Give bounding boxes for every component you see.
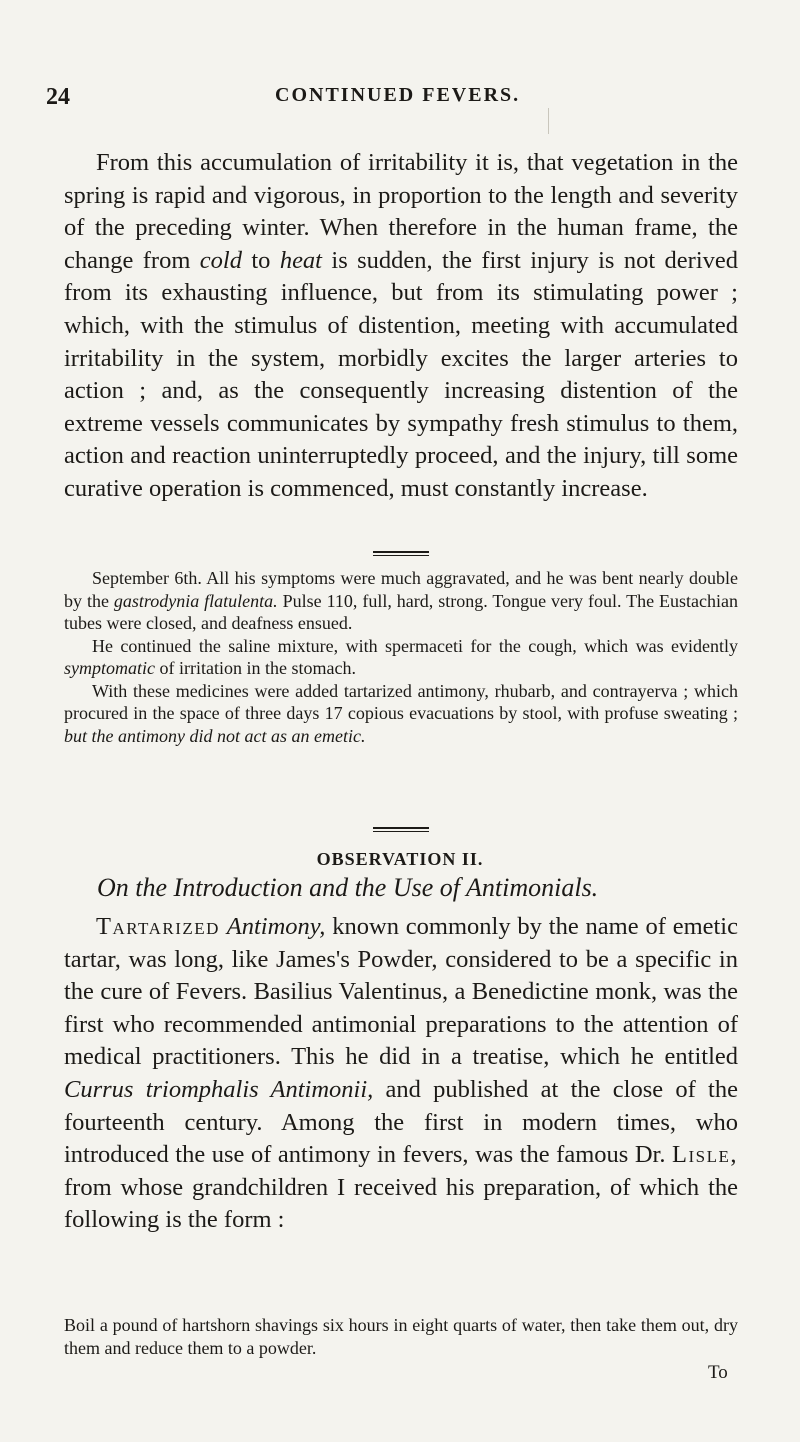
text-segment: Pulse 110, full, hard, strong. Tongue very foul. The Eustachian tubes were closed, and deafness ensued. xyxy=(64,590,738,633)
page-header xyxy=(0,84,800,114)
text-segment: to xyxy=(241,246,280,274)
observation-heading: OBSERVATION II. xyxy=(316,849,484,869)
text-segment: He continued the saline mixture, with spermaceti for the cough, which was evidently xyxy=(92,635,738,656)
text-segment: With these medicines were added tartarized antimony, rhubarb, and contrayerva ; which procured in the space of three days 17 copious evacuations by stool, with profuse sweating ; xyxy=(64,680,738,723)
recipe-line: Boil a pound of hartshorn shavings six hours in eight quarts of water, then take them out, dry them and reduce them to a powder. xyxy=(64,1315,738,1358)
small-caps-name: Lisle, xyxy=(672,1141,738,1169)
catchword: To xyxy=(708,1362,728,1383)
paper-crease xyxy=(548,108,549,134)
observation-title: On the Introduction and the Use of Antimonials. xyxy=(97,873,599,902)
italic-term: but the antimony did not act as an emetic. xyxy=(64,725,366,746)
text-segment: known commonly by the name of emetic tartar, was long, like James's Powder, considered to be a specific in the cure of Fevers. Basilius Valentinus, a Benedictine monk, was the first who recommended antimonial preparations to the attention of medical practitioners. This he did in a treatise, which he entitled xyxy=(64,913,738,1071)
text-segment: of irritation in the stomach. xyxy=(154,658,356,678)
italic-word: cold xyxy=(199,246,242,274)
page-number: 24 xyxy=(46,84,70,110)
small-caps-lead: Tartarized xyxy=(96,913,220,940)
text-segment: from whose grandchildren I received his preparation, of which the following is the form : xyxy=(64,1173,738,1234)
section-divider xyxy=(373,551,429,556)
text-segment: September 6th. All his symptoms were much aggravated, and he was bent nearly double by the xyxy=(64,568,738,611)
italic-word: heat xyxy=(279,246,322,274)
paragraph-antimony xyxy=(64,911,738,1237)
paragraph-irritability xyxy=(64,147,738,506)
paragraph-text xyxy=(64,911,738,1237)
italic-term: symptomatic xyxy=(64,658,155,678)
case-note xyxy=(64,635,738,680)
text-segment: and published at the close of the fourteenth century. Among the first in modern times, who introduced the use of antimony in fevers, was the famous Dr. xyxy=(64,1075,738,1169)
italic-term: gastrodynia flatulenta. xyxy=(113,590,278,611)
recipe-text xyxy=(64,1314,738,1359)
italic-term: Antimony, xyxy=(226,913,326,940)
text-segment: From this accumulation of irritability it is, that vegetation in the spring is rapid and vigorous, in proportion to the length and severity of the preceding winter. When therefore in the human frame, the change from xyxy=(64,149,738,274)
italic-title: Currus triomphalis Antimonii, xyxy=(64,1075,374,1103)
section-divider xyxy=(373,827,429,832)
text-segment: is sudden, the first injury is not derived from its exhausting influence, but from its stimulating power ; which, with the stimulus of distention, meeting with accumulated irritability in the system, morbidly excites the larger arteries to action ; and, as the consequently increasing distention of the extreme vessels communicates by sympathy fresh stimulus to them, action and reaction uninterruptedly proceed, and the injury, till some curative operation is commenced, must constantly increase. xyxy=(64,246,739,502)
paragraph-text xyxy=(64,147,738,506)
case-notes xyxy=(64,567,738,747)
case-note xyxy=(64,680,738,748)
running-head: CONTINUED FEVERS. xyxy=(275,84,521,106)
case-note xyxy=(64,567,738,635)
